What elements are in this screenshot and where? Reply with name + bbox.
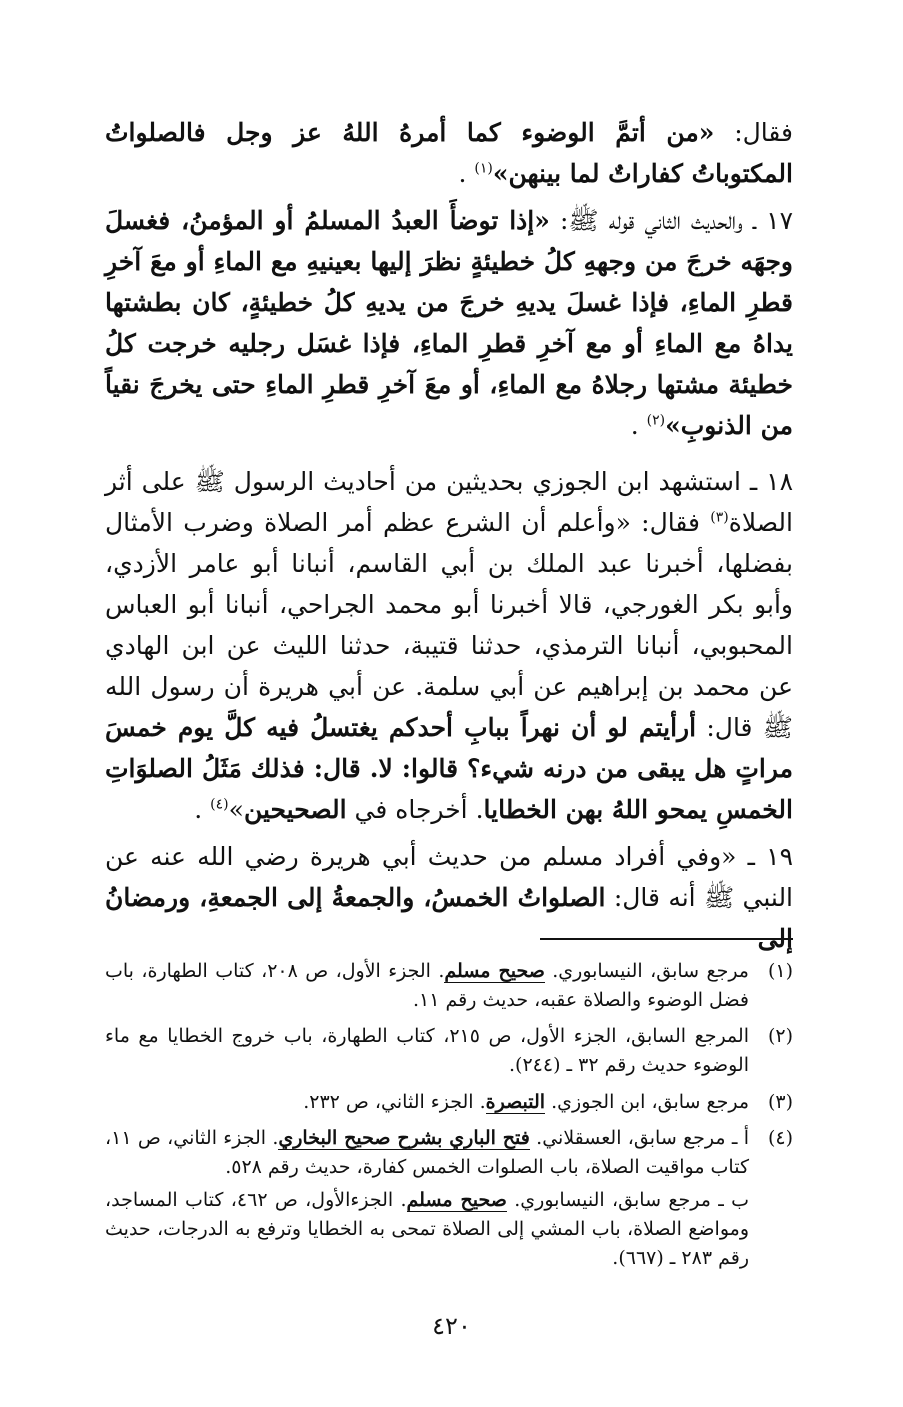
footnote-1: (١) مرجع سابق، النيسابوري. صحيح مسلم. الجزء الأول، ص ٢٠٨، كتاب الطهارة، باب فضل الوضوء والصلاة عقبه، حديث رقم ١١. <box>105 957 793 1015</box>
page-number: ٤٢٠ <box>432 1312 471 1340</box>
footnote-separator <box>540 938 793 940</box>
hadith-19-lead: ١٩ ـ «وفي أفراد مسلم من حديث أبي هريرة رضي الله عنه عن النبي ﷺ أنه قال: <box>105 842 794 912</box>
paragraph-hadith-17: ١٧ ـ والحديث الثاني قوله ﷺ: «إذا توضأَ العبدُ المسلمُ أو المؤمنُ، فغسلَ وجهَه خرجَ من وجههِ كلُ خطيئةٍ نظرَ إليها بعينيهِ مع الماءِ أو معَ آخرِ قطرِ الماءِ، فإذا غسلَ يديهِ خرجَ من يديهِ كلُ خطيئةٍ، كان بطشتها يداهُ مع الماءِ أو مع آخرِ قطرِ الماءِ، فإذا غسَل رجليه خرجت كلُ خطيئة مشتها رجلاهُ مع الماءِ، أو معَ آخرِ قطرِ الماءِ حتى يخرجَ نقياً من الذنوبِ»$^{(٢)}$ . <box>105 206 793 440</box>
footnote-4: (٤) أ ـ مرجع سابق، العسقلاني. فتح الباري بشرح صحيح البخاري. الجزء الثاني، ص ١١، كتاب مواقيت الصلاة، باب الصلوات الخمس كفارة، حديث رقم ٥٢٨. ب ـ مرجع سابق، النيسابوري. صحيح مسلم. الجزءالأول، ص ٤٦٢، كتاب المساجد، ومواضع الصلاة، باب المشي إلى الصلاة تمحى به الخطايا وترفع به الدرجات، حديث رقم ٢٨٣ ـ (٦٦٧). <box>105 1124 793 1273</box>
footnote-2: (٢) المرجع السابق، الجزء الأول، ص ٢١٥، كتاب الطهارة، باب خروج الخطايا مع ماء الوضوء حديث رقم ٣٢ ـ (٢٤٤). <box>105 1022 793 1080</box>
footnote-number: (٢) <box>767 1025 793 1047</box>
book-title: التبصرة <box>485 1091 546 1113</box>
hadith-17-quote: «إذا توضأَ العبدُ المسلمُ أو المؤمنُ، فغسلَ وجهَه خرجَ من وجههِ كلُ خطيئةٍ نظرَ إليها بعينيهِ مع الماءِ أو معَ آخرِ قطرِ الماءِ، فإذا غسلَ يديهِ خرجَ من يديهِ كلُ خطيئةٍ، كان بطشتها يداهُ مع الماءِ أو مع آخرِ قطرِ الماءِ، فإذا غسَل رجليه خرجت كلُ خطيئة مشتها رجلاهُ مع الماءِ، أو معَ آخرِ قطرِ الماءِ حتى يخرجَ نقياً من الذنوبِ» <box>105 206 793 440</box>
footnote-ref-1[interactable]: (١) <box>474 160 493 177</box>
hadith-18-chain: فقال: «وأعلم أن الشرع عظم أمر الصلاة وضرب الأمثال بفضلها، أخبرنا عبد الملك بن أبي القاسم، أنبانا أبو عامر الأزدي، وأبو بكر الغورجي، قالا أخبرنا أبو محمد الجراحي، أنبانا أبو العباس المحبوبي، أنبانا الترمذي، حدثنا قتيبة، حدثنا الليث عن ابن الهادي عن محمد بن إبراهيم عن أبي سلمة. عن أبي هريرة أن رسول الله ﷺ قال: <box>105 508 794 742</box>
footnote-ref-2[interactable]: (٢) <box>646 412 666 429</box>
paragraph-hadith-19 <box>105 836 793 959</box>
footnote-number: (٣) <box>767 1091 793 1113</box>
intro-quote: «من أتمَّ الوضوء كما أمرهُ اللهُ عز وجل فالصلواتُ المكتوباتُ كفاراتٌ لما بينهن» <box>105 118 793 188</box>
hadith-19-quote: الصلواتُ الخمسُ، والجمعةُ إلى الجمعةِ، ورمضانُ إلى <box>105 883 793 953</box>
hadith-17-lead: ١٧ ـ والحديث الثاني قوله ﷺ: <box>549 206 793 235</box>
footnote-ref-4[interactable]: (٤) <box>210 796 229 813</box>
book-title: فتح الباري بشرح صحيح البخاري <box>278 1127 530 1149</box>
intro-lead: فقال: <box>714 118 794 147</box>
book-title: صحيح مسلم <box>406 1189 507 1211</box>
footnote-ref-3[interactable]: (٣) <box>710 509 729 526</box>
footnote-number: (٤) <box>767 1127 793 1149</box>
book-title: صحيح مسلم <box>444 960 545 982</box>
footnote-3: (٣) مرجع سابق، ابن الجوزي. التبصرة. الجزء الثاني، ص ٢٣٢. <box>105 1088 793 1117</box>
footnote-number: (١) <box>767 960 793 982</box>
hadith-18-lead: ١٨ ـ استشهد ابن الجوزي بحديثين من أحاديث الرسول ﷺ على أثر الصلاة <box>105 467 793 537</box>
hadith-18-quote: أرأيتم لو أن نهراً ببابِ أحدكم يغتسلُ فيه كلَّ يوم خمسَ مراتٍ هل يبقى من درنه شيء؟ قالوا: لا. قال: فذلك مَثَلُ الصلوَاتِ الخمسِ يمحو اللهُ بهن الخطايا <box>105 713 793 824</box>
paragraph-hadith-18: ١٨ ـ استشهد ابن الجوزي بحديثين من أحاديث الرسول ﷺ على أثر الصلاة$^{(٣)}$ فقال: «وأعلم أن الشرع عظم أمر الصلاة وضرب الأمثال بفضلها، أخبرنا عبد الملك بن أبي القاسم، أنبانا أبو عامر الأزدي، وأبو بكر الغورجي، قالا أخبرنا أبو محمد الجراحي، أنبانا أبو العباس المحبوبي، أنبانا الترمذي، حدثنا قتيبة، حدثنا الليث عن ابن الهادي عن محمد بن إبراهيم عن أبي سلمة. عن أبي هريرة أن رسول الله ﷺ قال: أرأيتم لو أن نهراً ببابِ أحدكم يغتسلُ فيه كلَّ يوم خمسَ مراتٍ هل يبقى من درنه شيء؟ قالوا: لا. قال: فذلك مَثَلُ الصلوَاتِ الخمسِ يمحو اللهُ بهن الخطايا. أخرجاه في الصحيحين»$^{(٤)}$ . <box>105 467 794 824</box>
paragraph-intro: فقال: «من أتمَّ الوضوء كما أمرهُ اللهُ عز وجل فالصلواتُ المكتوباتُ كفاراتٌ لما بينهن»$^{(١)}$ . <box>105 118 794 188</box>
